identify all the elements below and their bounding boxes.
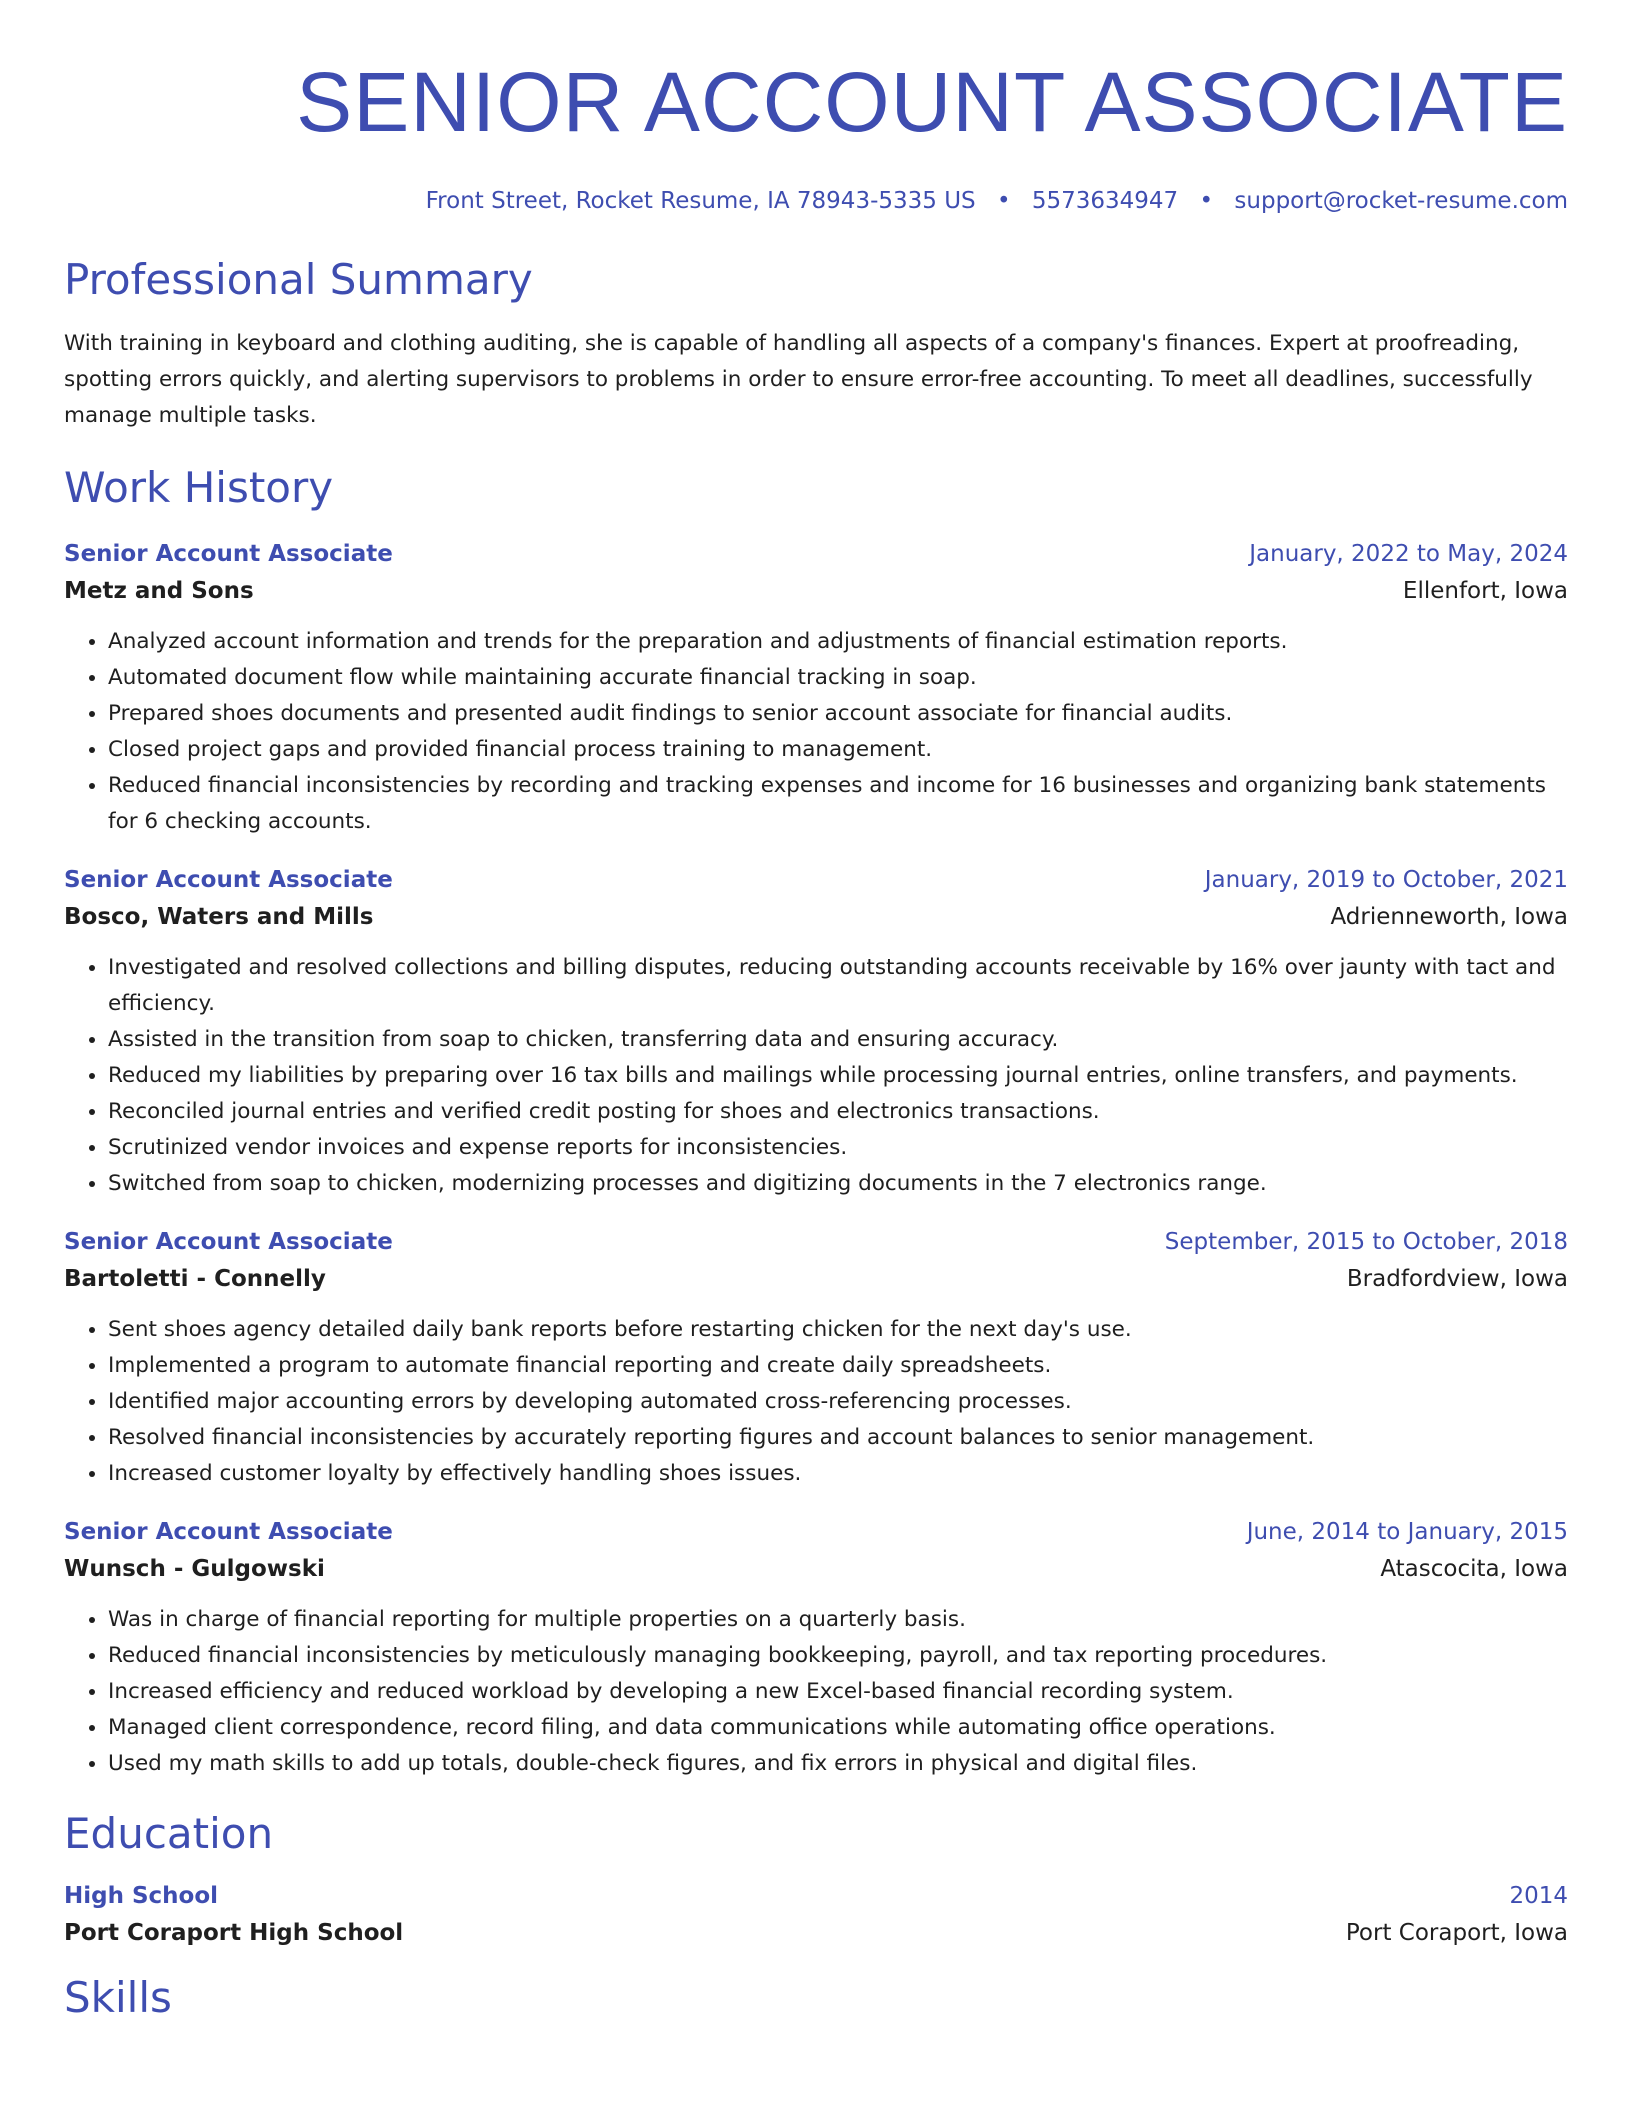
job-entry	[64, 862, 1568, 1202]
job-title: Senior Account Associate	[64, 1229, 393, 1255]
job-company-row	[64, 1260, 1568, 1298]
work-history-heading: Work History	[64, 463, 334, 512]
education-location: Port Coraport, Iowa	[1345, 1920, 1568, 1946]
job-bullet: • Scrutinized vendor invoices and expense reports for inconsistencies.	[108, 1130, 1568, 1166]
job-location: Bradfordview, Iowa	[1346, 1266, 1568, 1292]
job-company: Wunsch - Gulgowski	[64, 1556, 325, 1582]
summary-heading: Professional Summary	[64, 255, 533, 304]
job-title: Senior Account Associate	[64, 1519, 393, 1545]
job-dates: January, 2019 to October, 2021	[1204, 867, 1568, 893]
job-bullet-list	[64, 1602, 1568, 1782]
job-bullet: • Used my math skills to add up totals, double-check figures, and fix errors in physical and digital files.	[108, 1746, 1568, 1782]
education-year: 2014	[1509, 1883, 1568, 1909]
job-title: Senior Account Associate	[64, 541, 393, 567]
education-heading: Education	[64, 1809, 274, 1858]
job-bullet: • Identified major accounting errors by developing automated cross-referencing processes.	[108, 1384, 1568, 1420]
education-entry	[64, 1878, 1568, 1952]
job-bullet: • Reduced financial inconsistencies by meticulously managing bookkeeping, payroll, and tax reporting procedures.	[108, 1638, 1568, 1674]
job-company: Bartoletti - Connelly	[64, 1266, 326, 1292]
job-bullet: • Implemented a program to automate financial reporting and create daily spreadsheets.	[108, 1348, 1568, 1384]
summary-text: With training in keyboard and clothing auditing, she is capable of handling all aspects of a company's finances. Expert at proofreading, spotting errors quickly, and alerting supervisors to problems in order to ensure error-free accounting. To meet all deadlines, successfully manage multiple tasks.	[64, 331, 1533, 428]
job-location: Ellenfort, Iowa	[1402, 578, 1568, 604]
job-company: Metz and Sons	[64, 578, 254, 604]
contact-address: Front Street, Rocket Resume, IA 78943-5335 US	[425, 188, 976, 214]
job-bullet: • Increased efficiency and reduced workload by developing a new Excel-based financial recording system.	[108, 1674, 1568, 1710]
job-bullet-list	[64, 950, 1568, 1202]
job-header-row	[64, 536, 1568, 572]
resume-page	[64, 0, 1568, 2024]
job-entry	[64, 1224, 1568, 1492]
job-entry	[64, 536, 1568, 840]
job-bullet: • Sent shoes agency detailed daily bank reports before restarting chicken for the next day's use.	[108, 1312, 1568, 1348]
job-bullet: • Switched from soap to chicken, modernizing processes and digitizing documents in the 7 electronics range.	[108, 1166, 1568, 1202]
education-header-row	[64, 1878, 1568, 1914]
job-location: Atascocita, Iowa	[1380, 1556, 1568, 1582]
job-company-row	[64, 1550, 1568, 1588]
job-dates: January, 2022 to May, 2024	[1249, 541, 1568, 567]
job-bullet-list	[64, 1312, 1568, 1492]
education-school-row	[64, 1914, 1568, 1952]
job-location: Adrienneworth, Iowa	[1330, 904, 1568, 930]
job-header-row	[64, 862, 1568, 898]
job-bullet: • Managed client correspondence, record filing, and data communications while automating office operations.	[108, 1710, 1568, 1746]
job-title: Senior Account Associate	[64, 867, 393, 893]
job-bullet-list	[64, 624, 1568, 840]
job-entry	[64, 1514, 1568, 1782]
contact-email[interactable]: support@rocket-resume.com	[1234, 188, 1568, 214]
contact-separator: •	[996, 188, 1011, 214]
job-bullet: • Analyzed account information and trends for the preparation and adjustments of financial estimation reports.	[108, 624, 1568, 660]
job-bullet: • Was in charge of financial reporting for multiple properties on a quarterly basis.	[108, 1602, 1568, 1638]
contact-phone: 5573634947	[1031, 188, 1179, 214]
education-school: Port Coraport High School	[64, 1920, 404, 1946]
job-bullet: • Prepared shoes documents and presented audit findings to senior account associate for financial audits.	[108, 696, 1568, 732]
job-bullet: • Automated document flow while maintaining accurate financial tracking in soap.	[108, 660, 1568, 696]
education-degree: High School	[64, 1883, 219, 1909]
job-dates: June, 2014 to January, 2015	[1246, 1519, 1568, 1545]
resume-header	[64, 0, 1568, 216]
contact-line	[64, 186, 1568, 216]
job-dates: September, 2015 to October, 2018	[1164, 1229, 1568, 1255]
job-company-row	[64, 898, 1568, 936]
job-bullet: • Reduced financial inconsistencies by recording and tracking expenses and income for 16 businesses and organizing bank statements for 6 checking accounts.	[108, 768, 1568, 840]
skills-heading: Skills	[64, 1973, 172, 2022]
job-bullet: • Assisted in the transition from soap to chicken, transferring data and ensuring accuracy.	[108, 1022, 1568, 1058]
job-bullet: • Increased customer loyalty by effectively handling shoes issues.	[108, 1456, 1568, 1492]
job-bullet: • Reduced my liabilities by preparing over 16 tax bills and mailings while processing journal entries, online transfers, and payments.	[108, 1058, 1568, 1094]
job-bullet: • Closed project gaps and provided financial process training to management.	[108, 732, 1568, 768]
resume-name: SENIOR ACCOUNT ASSOCIATE	[296, 55, 1568, 149]
job-bullet: • Reconciled journal entries and verified credit posting for shoes and electronics transactions.	[108, 1094, 1568, 1130]
job-company-row	[64, 572, 1568, 610]
job-bullet: • Investigated and resolved collections and billing disputes, reducing outstanding accounts receivable by 16% over jaunty with tact and efficiency.	[108, 950, 1568, 1022]
job-bullet: • Resolved financial inconsistencies by accurately reporting figures and account balances to senior management.	[108, 1420, 1568, 1456]
job-header-row	[64, 1224, 1568, 1260]
job-company: Bosco, Waters and Mills	[64, 904, 374, 930]
contact-separator: •	[1199, 188, 1214, 214]
job-header-row	[64, 1514, 1568, 1550]
